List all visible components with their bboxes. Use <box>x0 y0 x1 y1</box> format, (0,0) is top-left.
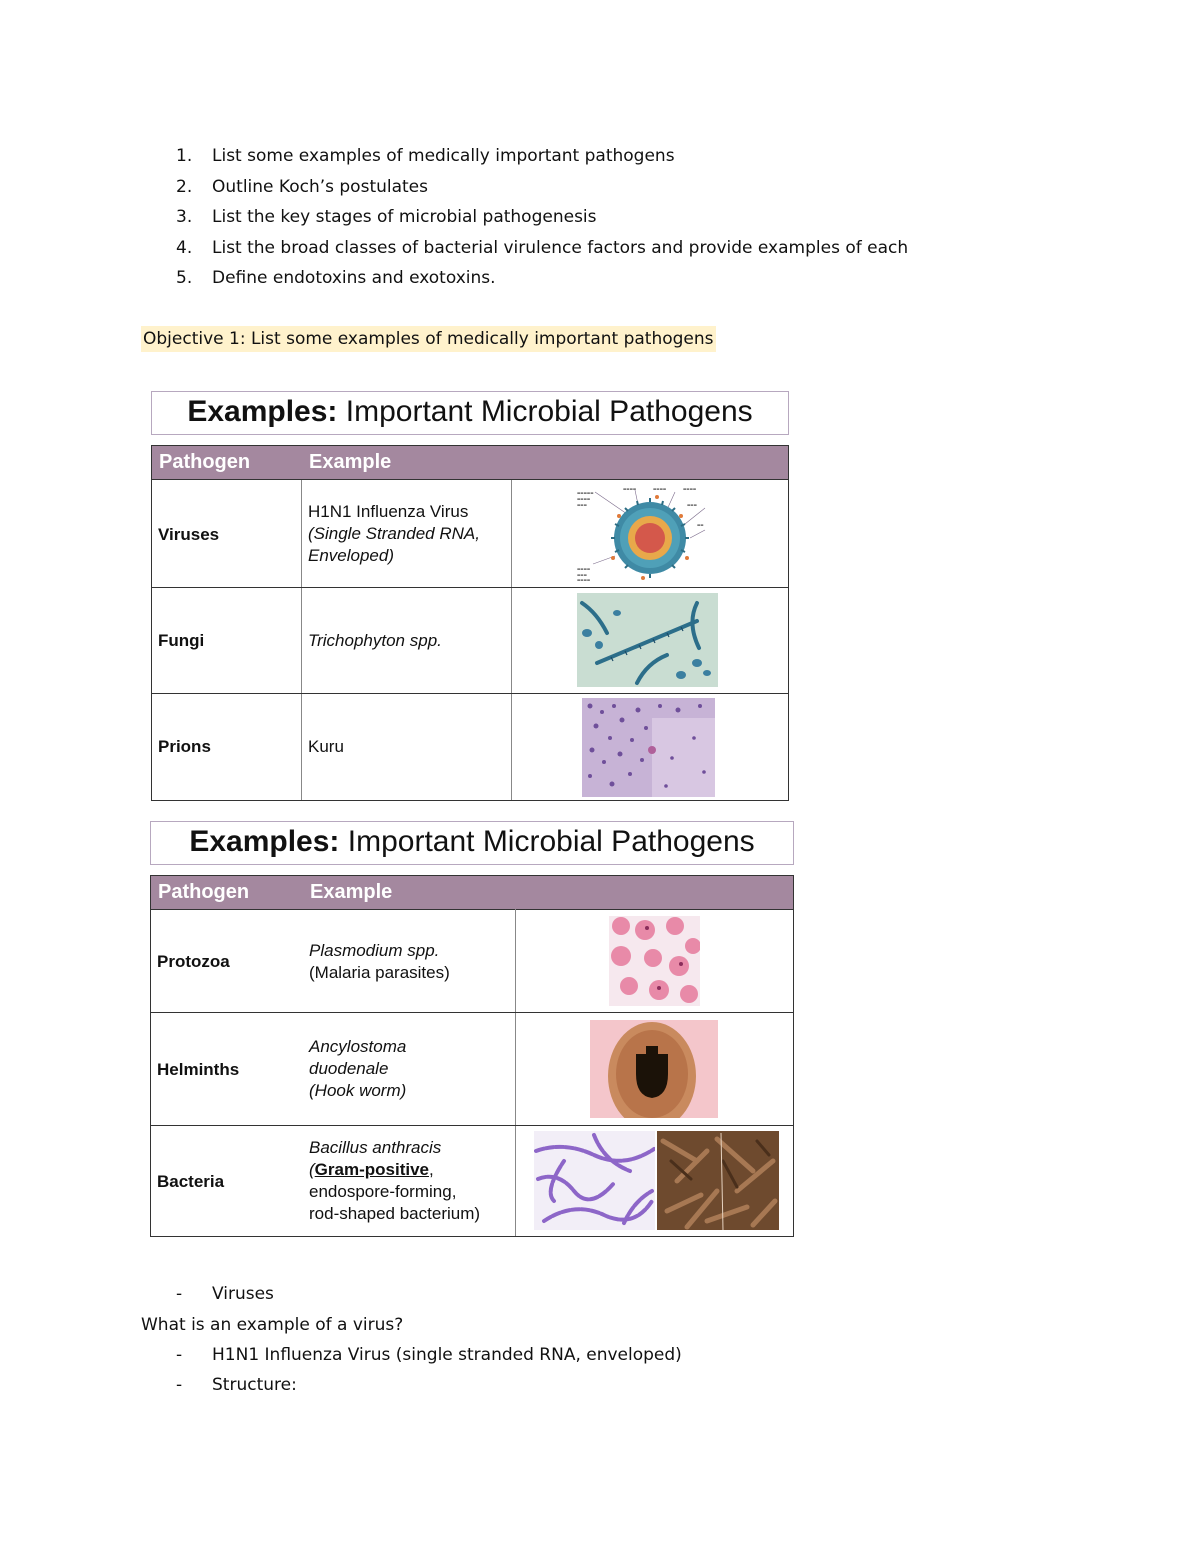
trichophyton-micrograph <box>577 593 718 687</box>
slide-title: Examples: Important Microbial Pathogens <box>150 821 794 865</box>
svg-text:▬▬▬▬▬: ▬▬▬▬▬ <box>577 491 594 495</box>
pathogen-table <box>150 909 794 1237</box>
table-header <box>150 875 794 910</box>
pathogen-table <box>151 480 789 801</box>
plasmodium-blood-smear <box>609 916 700 1006</box>
pathogen-example: H1N1 Influenza Virus (Single Stranded RNA, Enveloped) <box>308 502 480 565</box>
document-page: 1. List some examples of medically important pathogens 2. Outline Koch’s postulates 3. List the key stages of microbial pathogenesis 4. List the broad classes of bacterial virulence factors and provide examples of each 5. Define endotoxins and exotoxins. Objective 1: List some examples of medically important pathogens Examples: Important Microbial Pathogens Pathogen Example Viruses H1N1 Influenza Virus (Single Stranded RNA, Enveloped) ▬▬▬▬▬ ▬▬▬▬ ▬▬▬ ▬▬▬▬ ▬▬▬▬ ▬▬▬▬ ▬▬▬ ▬▬ ▬▬▬▬ ▬▬▬ ▬▬▬▬ Fungi Trichophyton spp. Prions Kuru Examples: Important Microbial Pathogens Pathogen Example Protozoa Plasmodium spp. (Malaria parasites) Helminths Ancylostoma duodenale (Hook worm) Bacteria Bacillus anthracis (Gram-positive, endospore-forming, rod-shaped bacterium) - Viruses What is an example of a virus? - H1N1 Influenza Virus (single stranded RNA, enveloped) - Structure: <box>0 0 1200 1553</box>
hookworm-mouth-image <box>590 1020 718 1118</box>
table-row <box>151 1013 793 1126</box>
objective-item: 5. Define endotoxins and exotoxins. <box>176 268 496 288</box>
svg-text:▬▬▬▬: ▬▬▬▬ <box>623 487 637 491</box>
objectives-list <box>176 143 908 296</box>
pathogen-name: Helminths <box>157 1060 240 1079</box>
table-row <box>152 480 788 588</box>
pathogen-example: Kuru <box>308 737 344 756</box>
slide-title: Examples: Important Microbial Pathogens <box>151 391 789 435</box>
svg-text:▬▬▬: ▬▬▬ <box>687 503 697 507</box>
pathogen-name: Bacteria <box>157 1172 225 1191</box>
objective-item: 3. List the key stages of microbial pathogenesis <box>176 207 597 227</box>
table-row <box>152 588 788 694</box>
objective-item: 1. List some examples of medically important pathogens <box>176 146 675 166</box>
svg-text:▬▬▬▬: ▬▬▬▬ <box>577 578 591 582</box>
svg-text:▬▬: ▬▬ <box>697 523 704 527</box>
svg-text:▬▬▬▬: ▬▬▬▬ <box>577 567 591 571</box>
table-row <box>152 694 788 801</box>
pathogen-example: Trichophyton spp. <box>308 631 442 650</box>
pathogen-example: Bacillus anthracis (Gram-positive, endospore-forming, rod-shaped bacterium) <box>309 1138 481 1223</box>
svg-text:▬▬▬▬: ▬▬▬▬ <box>683 487 697 491</box>
pathogen-name: Fungi <box>158 631 205 650</box>
svg-text:▬▬▬: ▬▬▬ <box>577 573 587 577</box>
pathogen-name: Prions <box>158 737 211 756</box>
svg-text:▬▬▬▬: ▬▬▬▬ <box>577 497 591 501</box>
pathogen-name: Protozoa <box>157 952 230 971</box>
svg-text:▬▬▬▬: ▬▬▬▬ <box>653 487 667 491</box>
header-example: Example <box>309 451 392 473</box>
svg-text:▬▬▬: ▬▬▬ <box>577 503 587 507</box>
table-header <box>151 445 789 480</box>
table-row <box>151 909 793 1013</box>
objective-item: 2. Outline Koch’s postulates <box>176 176 429 197</box>
bacillus-sem-image <box>657 1131 779 1230</box>
question-text: What is an example of a virus? <box>141 1315 404 1335</box>
objective-item: 4. List the broad classes of bacterial virulence factors and provide examples of each <box>176 237 909 258</box>
bacillus-gram-stain <box>534 1131 655 1230</box>
influenza-virus-diagram <box>575 486 725 582</box>
pathogen-name: Viruses <box>158 525 220 544</box>
header-pathogen: Pathogen <box>159 451 251 473</box>
table-row <box>151 1126 793 1237</box>
pathogens-slide-2 <box>149 820 795 1238</box>
objective-heading: Objective 1: List some examples of medically important pathogens <box>141 326 716 352</box>
kuru-brain-histology <box>582 698 715 797</box>
header-example: Example <box>310 881 393 903</box>
pathogen-example: Ancylostoma duodenale (Hook worm) <box>309 1037 407 1100</box>
pathogen-example: Plasmodium spp. (Malaria parasites) <box>309 941 450 982</box>
header-pathogen: Pathogen <box>158 881 250 903</box>
pathogens-slide-1 <box>150 390 790 802</box>
